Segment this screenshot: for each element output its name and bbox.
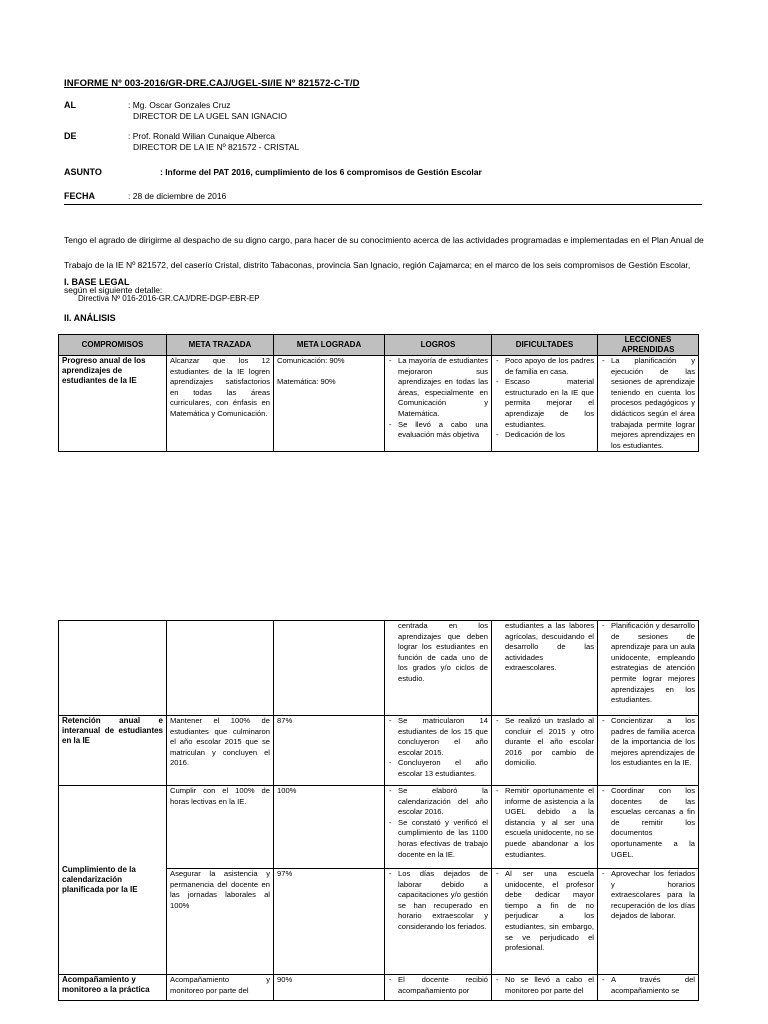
cell-meta: Mantener el 100% de estudiantes que culminaron el año escolar 2015 que se matriculan y concluyen el 2016. <box>167 716 274 786</box>
report-title: INFORME Nº 003-2016/GR-DRE.CAJ/UGEL-SI/IE Nº 821572-C-T/D <box>64 78 360 89</box>
cell-lograda: 97% <box>274 869 385 975</box>
list-item: - No se llevó a cabo el monitoreo por parte del <box>495 975 594 996</box>
list-item: - La planificación y ejecución de las sesiones de aprendizaje teniendo en cuenta los procesos pedagógicos y didácticos según el área trabajada permite lograr mejores aprendizajes en los estudiantes. <box>601 356 695 451</box>
cell-lograda-empty <box>274 621 385 716</box>
cell-lecciones <box>598 975 699 1001</box>
fecha-value: : 28 de diciembre de 2016 <box>128 191 227 201</box>
header-dificultades: DIFICULTADES <box>492 335 598 356</box>
al-role: DIRECTOR DE LA UGEL SAN IGNACIO <box>133 110 287 121</box>
al-value <box>128 100 648 121</box>
table-row <box>59 356 699 452</box>
cell-logros <box>385 975 492 1001</box>
list-item: - Se realizó un traslado al concluir el 2015 y otro durante el año escolar 2016 por cambio de domicilio. <box>495 716 594 769</box>
cell-compromiso: Acompañamiento y monitoreo a la práctica <box>59 975 167 1001</box>
cell-compromiso-empty <box>59 621 167 716</box>
de-label: DE <box>64 131 77 141</box>
cell-lograda: 87% <box>274 716 385 786</box>
cell-logros <box>385 716 492 786</box>
cell-meta: Asegurar la asistencia y permanencia del docente en las jornadas laborales al 100% <box>167 869 274 975</box>
cell-logros <box>385 356 492 452</box>
header-lecciones: LECCIONES APRENDIDAS <box>598 335 699 356</box>
cell-dificultades <box>492 786 598 869</box>
asunto-value: : Informe del PAT 2016, cumplimiento de los 6 compromisos de Gestión Escolar <box>160 167 482 177</box>
cell-dificultades <box>492 869 598 975</box>
cell-logros <box>385 621 492 716</box>
directive-reference: Directiva Nº 016-2016-GR.CAJ/DRE-DGP-EBR-EP <box>78 294 260 303</box>
intro-paragraph: Tengo el agrado de dirigirme al despacho de su digno cargo, para hacer de su conocimiento acerca de las actividades programadas e implementadas en el Plan Anual de Trabajo de la IE Nº 821572, del caserío Cristal, distrito Tabaconas, provincia San Ignacio, región Cajamarca; en el marco de los seis compromisos de Gestión Escolar, según el siguiente detalle: <box>64 235 704 295</box>
section-analisis: II. ANÁLISIS <box>64 313 116 323</box>
table-row <box>59 621 699 716</box>
list-item: - Concluyeron el año escolar 13 estudiantes. <box>388 758 488 779</box>
list-item: - Escaso material estructurado en la IE que permita mejorar el aprendizaje de los estudiantes. <box>495 377 594 430</box>
section-base-legal: I. BASE LEGAL <box>64 277 130 287</box>
fecha-label: FECHA <box>64 191 95 201</box>
list-item: - Se llevó a cabo una evaluación más objetiva <box>388 420 488 441</box>
cell-compromiso: Cumplimiento de la calendarización planificada por la IE <box>59 786 167 975</box>
table-header-row <box>59 335 699 356</box>
de-name: : Prof. Ronald Wilian Cunaique Alberca <box>128 131 275 141</box>
header-meta-lograda: META LOGRADA <box>274 335 385 356</box>
cell-lecciones <box>598 621 699 716</box>
list-item: - Se elaboró la calendarización del año escolar 2016. <box>388 786 488 818</box>
analysis-table-part2 <box>58 620 699 1001</box>
list-item: - Coordinar con los docentes de las escuelas cercanas a fin de remitir los documentos oportunamente a la UGEL. <box>601 786 695 860</box>
cell-dificultades <box>492 975 598 1001</box>
lograda-matematica: Matemática: 90% <box>277 376 336 386</box>
list-item: - Poco apoyo de los padres de familia en casa. <box>495 356 594 377</box>
cell-logros <box>385 869 492 975</box>
cell-lograda <box>274 356 385 452</box>
cell-lecciones <box>598 869 699 975</box>
list-item: - Planificación y desarrollo de sesiones de aprendizaje para un aula unidocente, empleando estrategias de atención permite lograr mejores aprendizajes en los estudiantes. <box>601 621 695 706</box>
cell-lograda: 90% <box>274 975 385 1001</box>
cell-lecciones <box>598 786 699 869</box>
analysis-table-part1 <box>58 334 699 452</box>
table-row <box>59 716 699 786</box>
cell-lecciones <box>598 716 699 786</box>
table-row <box>59 786 699 869</box>
de-role: DIRECTOR DE LA IE Nº 821572 - CRISTAL <box>133 141 300 152</box>
list-item: - Dedicación de los <box>495 430 594 441</box>
list-item: - Los días dejados de laborar debido a capacitaciones y/o gestión se han recuperado en horario extraescolar y considerando los feriados. <box>388 869 488 933</box>
header-meta-trazada: META TRAZADA <box>167 335 274 356</box>
cell-dificultades <box>492 356 598 452</box>
list-item: - Se matricularon 14 estudiantes de los 15 que concluyeron el año escolar 2015. <box>388 716 488 758</box>
list-item: - Concientizar a los padres de familia acerca de la importancia de los mejores aprendizajes de los estudiantes en la IE. <box>601 716 695 769</box>
list-item: - Remitir oportunamente el informe de asistencia a la UGEL debido a la distancia y al ser una escuela unidocente, no se puede abandonar a los estudiantes. <box>495 786 594 860</box>
list-item: - El docente recibió acompañamiento por <box>388 975 488 996</box>
cell-meta-empty <box>167 621 274 716</box>
cell-lecciones <box>598 356 699 452</box>
cell-meta: Acompañamiento y monitoreo por parte del <box>167 975 274 1001</box>
cell-compromiso: Progreso anual de los aprendizajes de estudiantes de la IE <box>59 356 167 452</box>
cell-dificultades <box>492 621 598 716</box>
cell-compromiso: Retención anual e interanual de estudiantes en la IE <box>59 716 167 786</box>
list-item: - A través del acompañamiento se <box>601 975 695 996</box>
list-item: - Al ser una escuela unidocente, el profesor debe dedicar mayor tiempo a fin de no perjudicar a los estudiantes, sin embargo, se ve perjudicado el profesional. <box>495 869 594 954</box>
de-value <box>128 131 648 152</box>
al-name: : Mg. Oscar Gonzales Cruz <box>128 100 231 110</box>
header-divider <box>64 204 702 205</box>
asunto-label: ASUNTO <box>64 167 102 177</box>
cell-dificultades <box>492 716 598 786</box>
al-label: AL <box>64 100 76 110</box>
header-logros: LOGROS <box>385 335 492 356</box>
cell-lograda: 100% <box>274 786 385 869</box>
cell-meta: Alcanzar que los 12 estudiantes de la IE logren aprendizajes satisfactorios en todas las áreas curriculares, con énfasis en Matemática y Comunicación. <box>167 356 274 452</box>
dificultades-continued: estudiantes a las labores agrícolas, descuidando el desarrollo de las actividades extraescolares. <box>505 621 594 673</box>
table-row <box>59 975 699 1001</box>
cell-meta: Cumplir con el 100% de horas lectivas en la IE. <box>167 786 274 869</box>
list-item: - Aprovechar los feriados y horarios extraescolares para la recuperación de los días dejados de laborar. <box>601 869 695 922</box>
lograda-comunicacion: Comunicación: 90% <box>277 356 345 365</box>
list-item: - Se constató y verificó el cumplimiento de las 1100 horas efectivas de trabajo docente en la IE. <box>388 818 488 860</box>
list-item: - La mayoría de estudiantes mejoraron sus aprendizajes en todas las áreas, especialmente en Comunicación y Matemática. <box>388 356 488 420</box>
logros-continued: centrada en los aprendizajes que deben lograr los estudiantes en función de cada uno de los grados y/o ciclos de estudio. <box>398 621 488 683</box>
cell-logros <box>385 786 492 869</box>
header-compromisos: COMPROMISOS <box>59 335 167 356</box>
